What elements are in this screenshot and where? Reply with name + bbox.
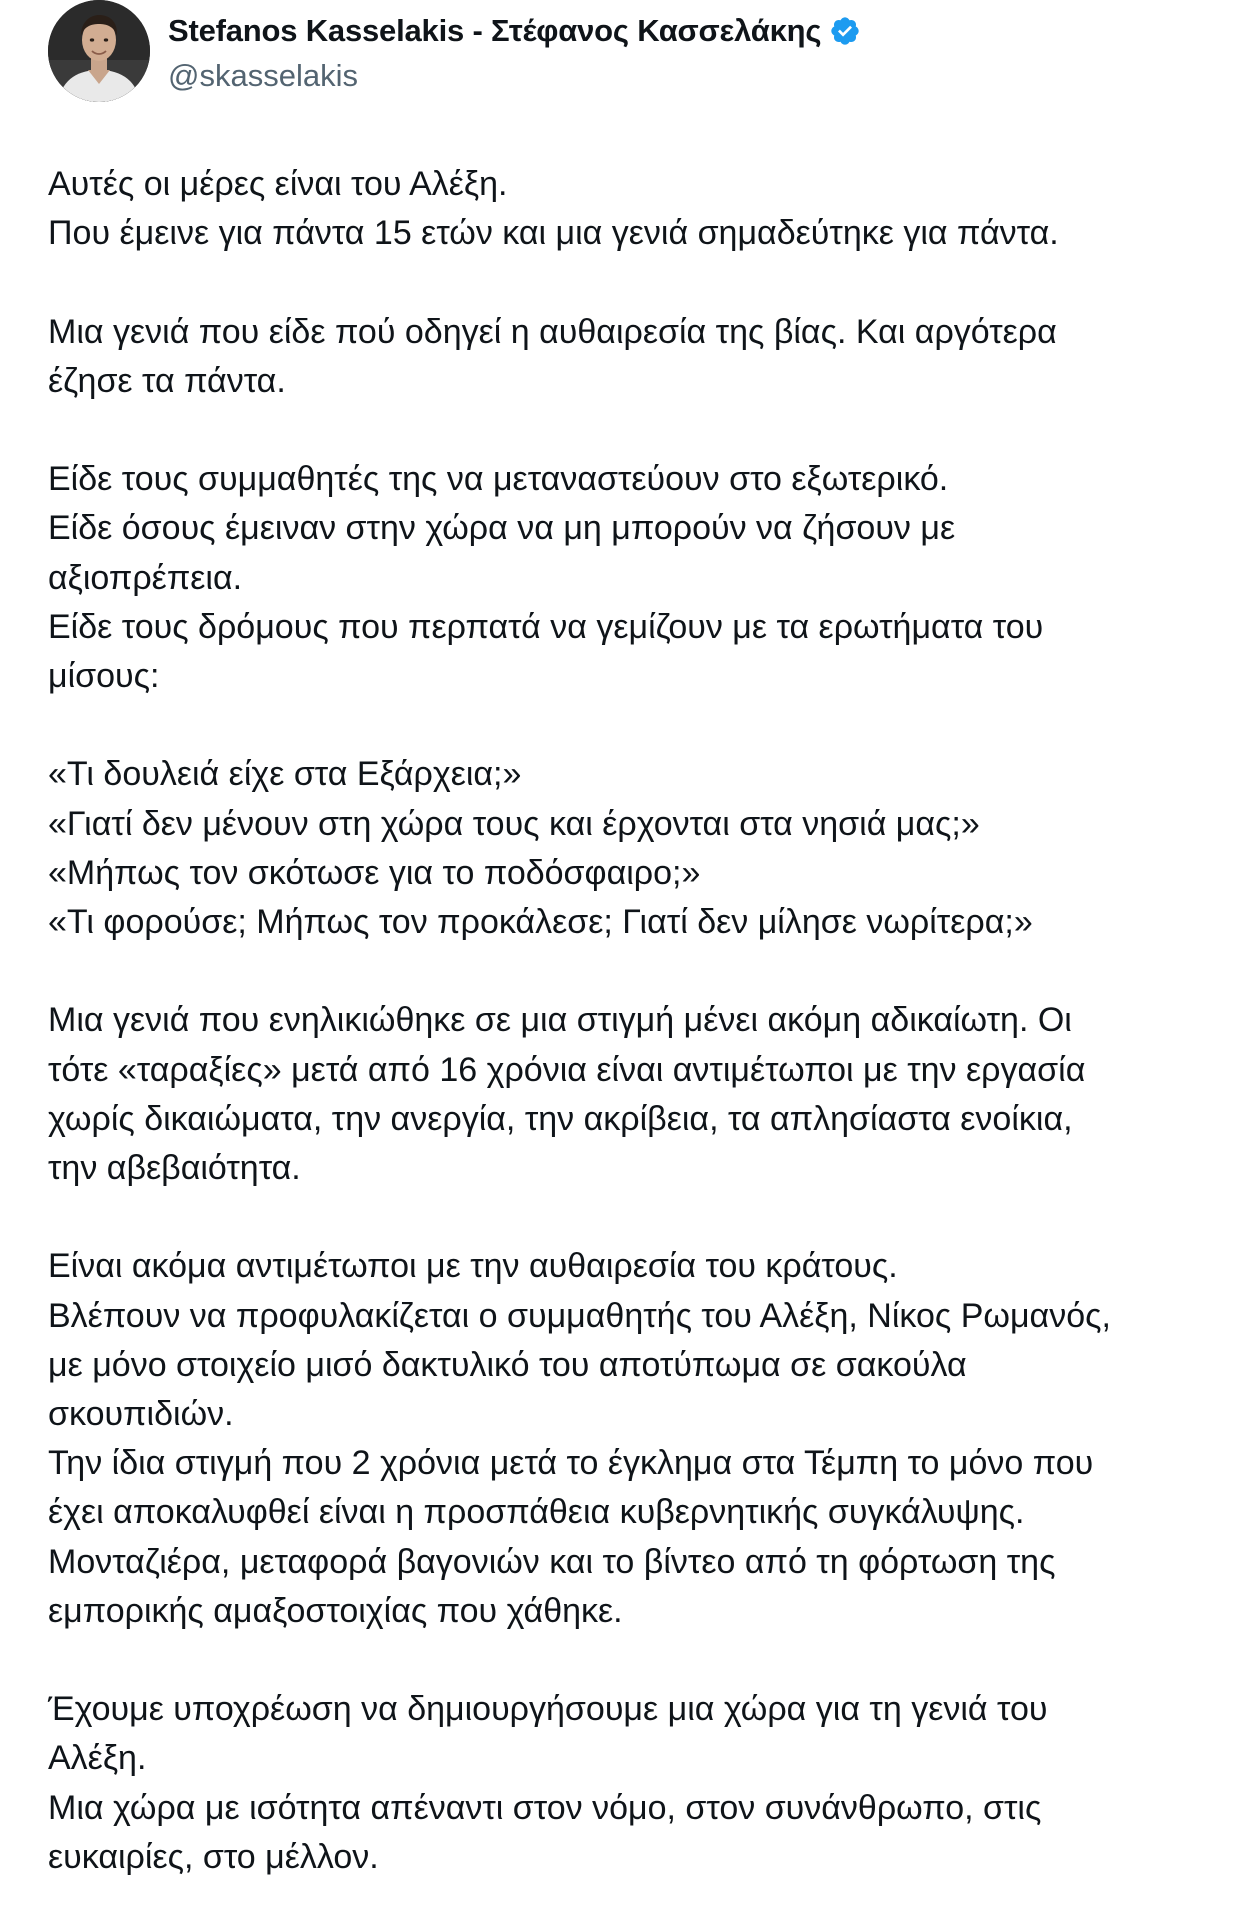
tweet-text-line: τότε «ταραξίες» μετά από 16 χρόνια είναι αντιμέτωποι με την εργασία: [48, 1050, 1086, 1089]
tweet-text-line: ευκαιρίες, στο μέλλον.: [48, 1837, 379, 1876]
tweet-paragraph: [48, 750, 1198, 947]
tweet-text-line: Την ίδια στιγμή που 2 χρόνια μετά το έγκλημα στα Τέμπη το μόνο που: [48, 1444, 1094, 1483]
tweet-text-line: την αβεβαιότητα.: [48, 1149, 301, 1187]
tweet-text-line: Είδε τους δρόμους που περπατά να γεμίζουν με τα ερωτήματα του: [48, 607, 1044, 646]
tweet-text-line: Που έμεινε για πάντα 15 ετών και μια γενιά σημαδεύτηκε για πάντα.: [48, 214, 1059, 253]
tweet-text-line: Μια χώρα με ισότητα απέναντι στον νόμο, στον συνάνθρωπο, στις: [48, 1788, 1042, 1827]
author-handle[interactable]: @skasselakis: [168, 58, 358, 93]
tweet-text-line: έζησε τα πάντα.: [48, 361, 286, 400]
tweet-text-line: Μονταζιέρα, μεταφορά βαγονιών και το βίντεο από τη φόρτωση της: [48, 1542, 1056, 1581]
tweet-text-line: Αλέξη.: [48, 1739, 147, 1778]
tweet-paragraph: [48, 996, 1198, 1193]
tweet-text-line: Μια γενιά που ενηλικιώθηκε σε μια στιγμή μένει ακόμη αδικαίωτη. Οι: [48, 1001, 1072, 1040]
tweet-text-line: Έχουμε υποχρέωση να δημιουργήσουμε μια χώρα για τη γενιά του: [48, 1690, 1048, 1729]
display-name[interactable]: Stefanos Kasselakis - Στέφανος Κασσελάκης: [168, 13, 822, 48]
tweet-paragraph: [48, 308, 1198, 406]
avatar[interactable]: [48, 0, 150, 102]
tweet-text-line: μίσους:: [48, 657, 160, 695]
tweet-text-line: Είδε τους συμμαθητές της να μεταναστεύουν στο εξωτερικό.: [48, 460, 949, 499]
tweet-text-line: σκουπιδιών.: [48, 1395, 234, 1433]
tweet-text-line: «Τι φορούσε; Μήπως τον προκάλεσε; Γιατί δεν μίλησε νωρίτερα;»: [48, 903, 1033, 941]
tweet-text: [48, 160, 1198, 1931]
tweet-paragraph: [48, 1685, 1198, 1882]
author-names: [168, 10, 861, 94]
tweet-text-line: με μόνο στοιχείο μισό δακτυλικό του αποτύπωμα σε σακούλα: [48, 1345, 967, 1384]
tweet-paragraph: [48, 160, 1198, 258]
tweet-text-line: χωρίς δικαιώματα, την ανεργία, την ακρίβεια, τα απλησίαστα ενοίκια,: [48, 1099, 1073, 1138]
tweet-text-line: «Τι δουλειά είχε στα Εξάρχεια;»: [48, 755, 522, 794]
tweet-text-line: «Γιατί δεν μένουν στη χώρα τους και έρχονται στα νησιά μας;»: [48, 804, 980, 843]
display-name-row: [168, 10, 861, 52]
tweet-text-line: έχει αποκαλυφθεί είναι η προσπάθεια κυβερνητικής συγκάλυψης.: [48, 1493, 1025, 1532]
tweet-text-line: Βλέπουν να προφυλακίζεται ο συμμαθητής του Αλέξη, Νίκος Ρωμανός,: [48, 1296, 1111, 1335]
tweet-paragraph: [48, 1242, 1198, 1636]
avatar-photo: [48, 0, 150, 102]
tweet-text-line: Είναι ακόμα αντιμέτωποι με την αυθαιρεσία του κράτους.: [48, 1247, 898, 1286]
tweet-paragraph: [48, 455, 1198, 701]
tweet-text-line: αξιοπρέπεια.: [48, 558, 243, 597]
tweet-text-line: Μια γενιά που είδε πού οδηγεί η αυθαιρεσία της βίας. Και αργότερα: [48, 312, 1057, 351]
tweet-text-line: εμπορικής αμαξοστοιχίας που χάθηκε.: [48, 1591, 623, 1630]
tweet-text-line: Είδε όσους έμειναν στην χώρα να μη μπορούν να ζήσουν με: [48, 509, 956, 548]
verified-badge-icon: [829, 15, 861, 47]
tweet-text-line: Αυτές οι μέρες είναι του Αλέξη.: [48, 165, 508, 203]
tweet-header: [48, 0, 1188, 110]
tweet-text-line: «Μήπως τον σκότωσε για το ποδόσφαιρο;»: [48, 853, 701, 892]
